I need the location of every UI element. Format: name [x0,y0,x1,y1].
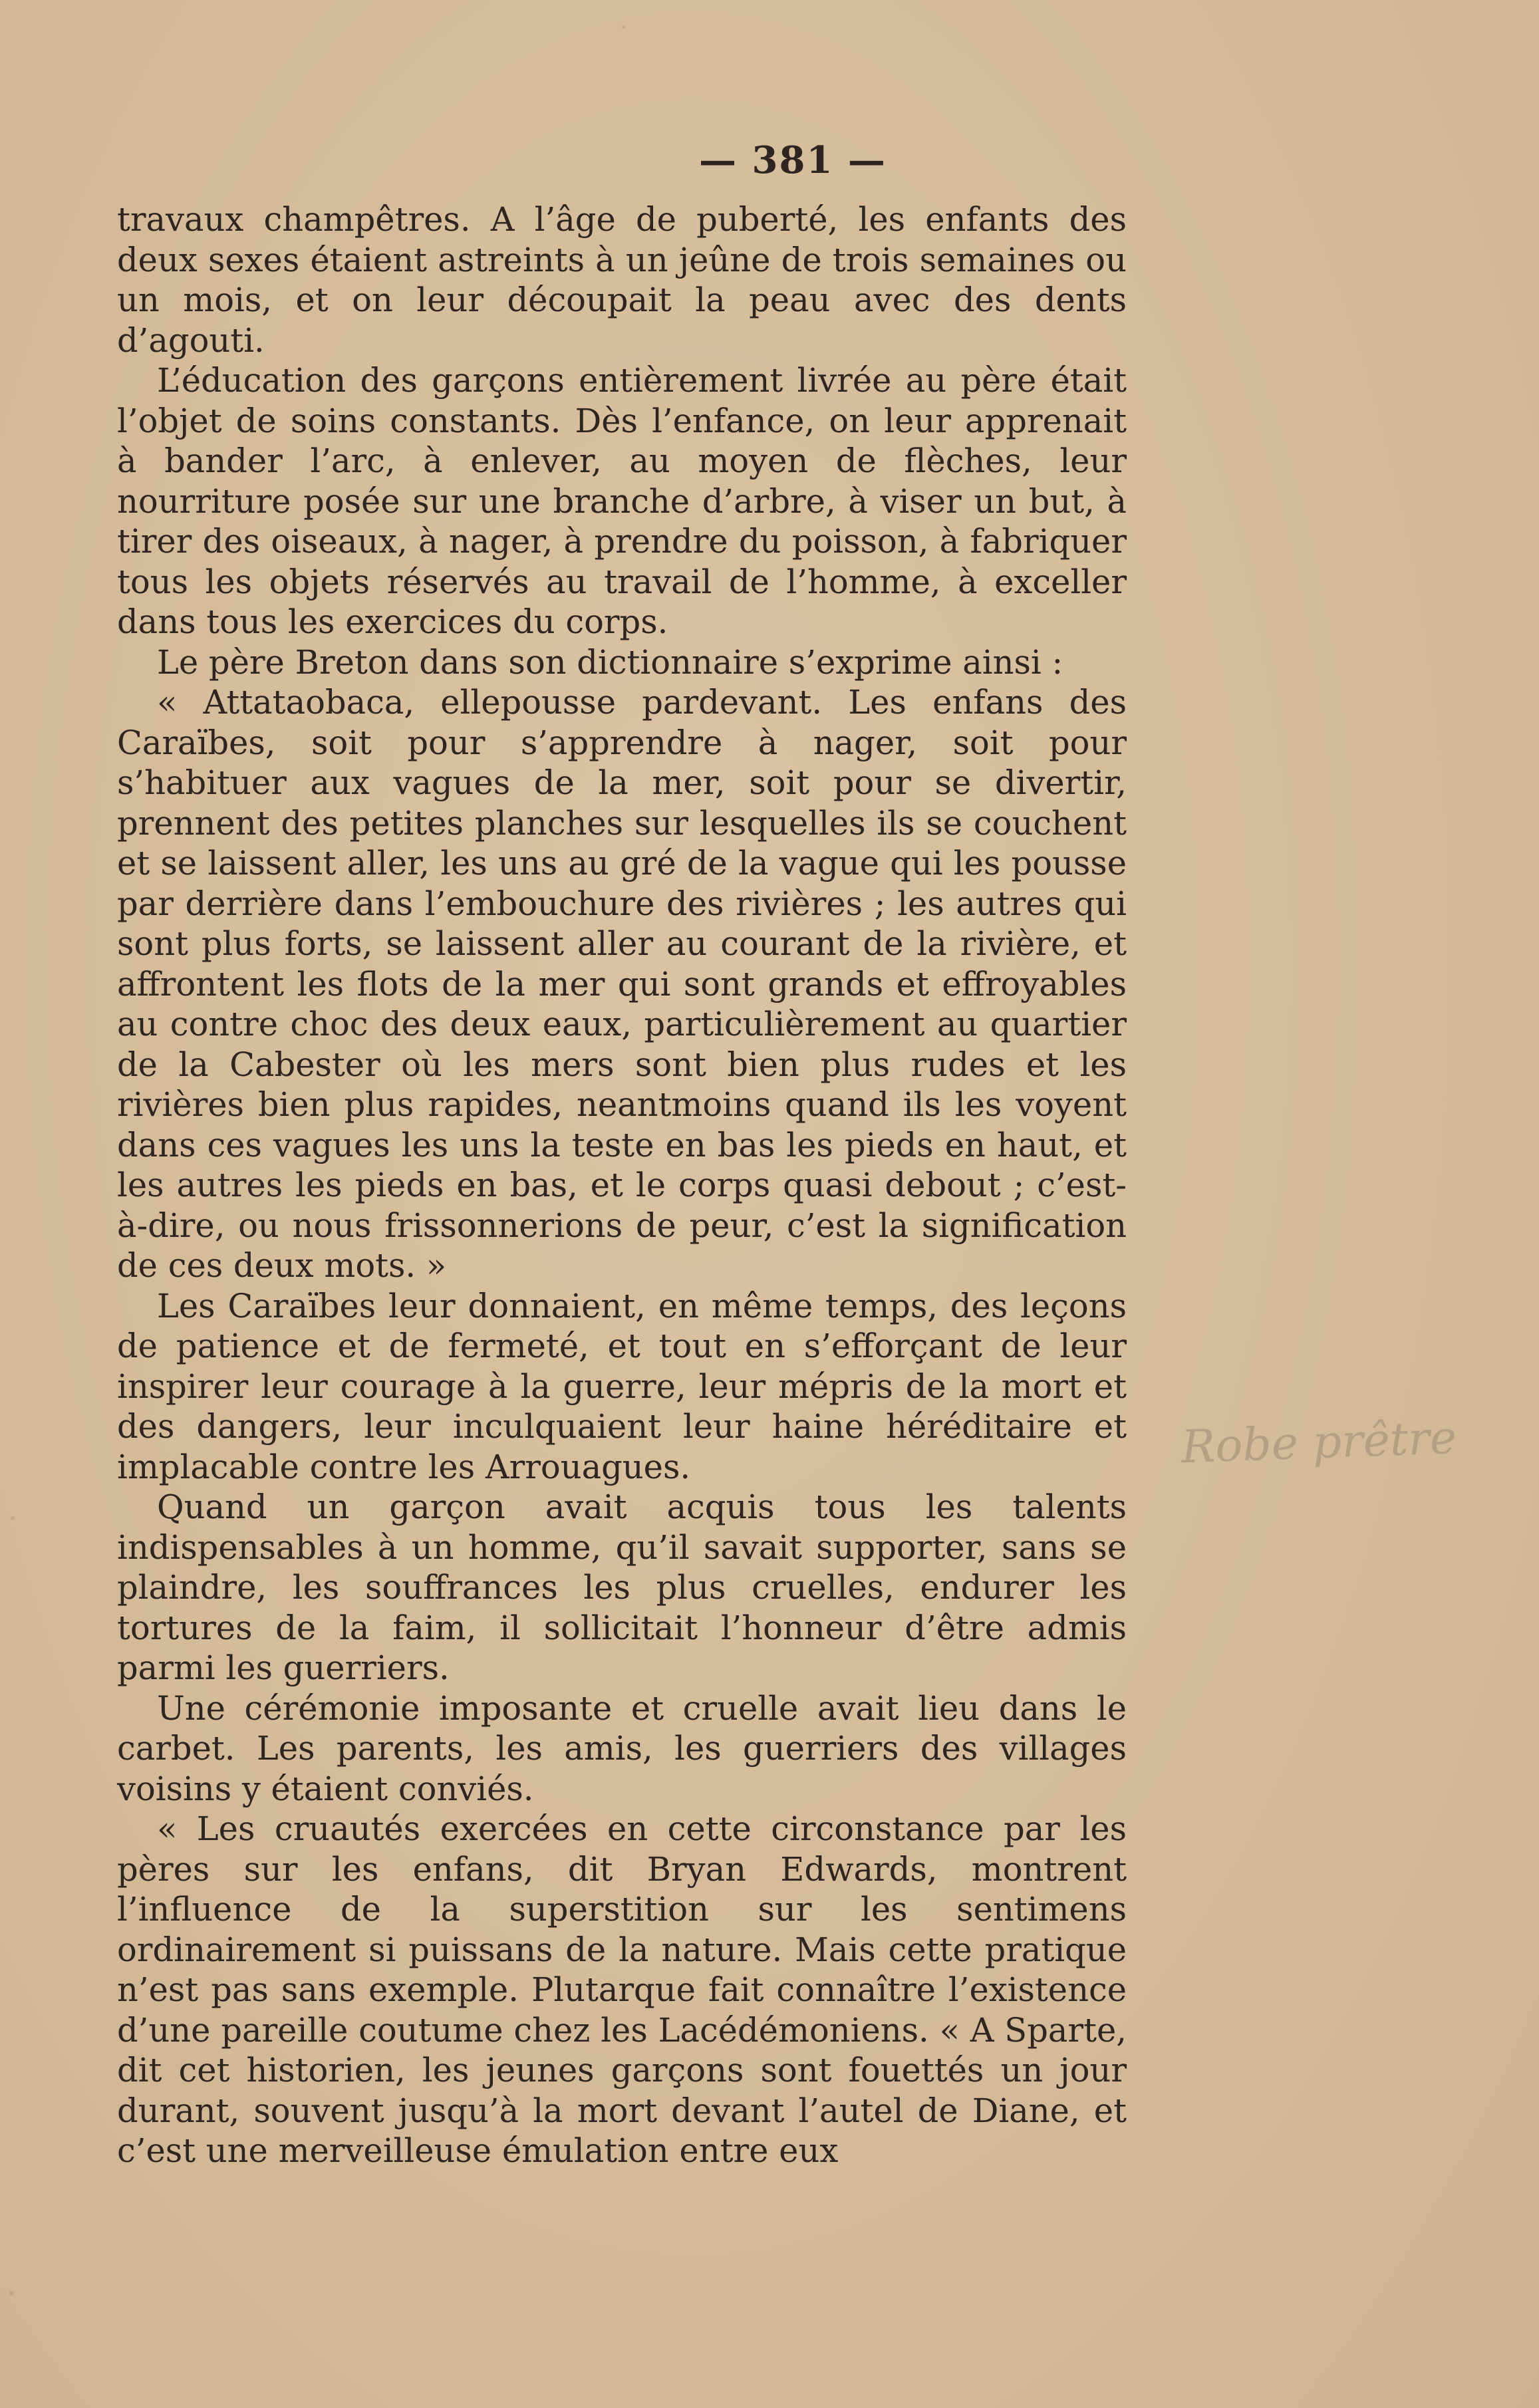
quotation-paragraph: « Les cruautés exercées en cette circonstance par les pères sur les enfans, dit Bryan Edwards, montrent l’influence de la superstition sur les sentimens ordinairement si puissans de la nature. Mais cette pratique n’est pas sans exemple. Plutarque fait connaître l’existence d’une pareille coutume chez les Lacédémoniens. « A Sparte, dit cet historien, les jeunes garçons sont fouettés un jour durant, souvent jusqu’à la mort devant l’autel de Diane, et c’est une merveilleuse émulation entre eux [117,1809,1127,2170]
paper-spot [9,2291,14,2296]
quotation-paragraph: « Attataobaca, ellepousse pardevant. Les enfans des Caraïbes, soit pour s’apprendre à nager, soit pour s’habituer aux vagues de la mer, soit pour se divertir, prennent des petites planches sur lesquelles ils se couchent et se laissent aller, les uns au gré de la vague qui les pousse par derrière dans l’embouchure des rivières ; les autres qui sont plus forts, se laissent aller au courant de la rivière, et affrontent les flots de la mer qui sont grands et effroyables au contre choc des deux eaux, particulièrement au quartier de la Cabester où les mers sont bien plus rudes et les rivières bien plus rapides, neantmoins quand ils les voyent dans ces vagues les uns la teste en bas les pieds en haut, et les autres les pieds en bas, et le corps quasi debout ; c’est-à-dire, ou nous frissonnerions de peur, c’est la signification de ces deux mots. » [117,683,1127,1285]
paragraph: Le père Breton dans son dictionnaire s’exprime ainsi : [157,642,1063,682]
paragraph: Les Caraïbes leur donnaient, en même temps, des leçons de patience et de fermeté, et tout en s’efforçant de leur inspirer leur courage à la guerre, leur mépris de la mort et des dangers, leur inculquaient leur haine héréditaire et implacable contre les Arrouagues. [117,1286,1127,1486]
page-number: — 381 — [699,138,887,182]
body-text [117,200,1127,2171]
handwritten-margin-note: Robe prêtre [1180,1411,1458,1474]
paragraph: Une cérémonie imposante et cruelle avait lieu dans le carbet. Les parents, les amis, les guerriers des villages voisins y étaient conviés. [117,1688,1127,1808]
paragraph: travaux champêtres. A l’âge de puberté, les enfants des deux sexes étaient astreints à un jeûne de trois semaines ou un mois, et on leur découpait la peau avec des dents d’agouti. [117,200,1127,360]
paragraph: Quand un garçon avait acquis tous les talents indispensables à un homme, qu’il savait supporter, sans se plaindre, les souffrances les plus cruelles, endurer les tortures de la faim, il sollicitait l’honneur d’être admis parmi les guerriers. [117,1488,1127,1687]
paper-spot [622,25,625,29]
paragraph: L’éducation des garçons entièrement livrée au père était l’objet de soins constants. Dès l’enfance, on leur apprenait à bander l’arc, à enlever, au moyen de flèches, leur nourriture posée sur une branche d’arbre, à viser un but, à tirer des oiseaux, à nager, à prendre du poisson, à fabriquer tous les objets réservés au travail de l’homme, à exceller dans tous les exercices du corps. [117,361,1127,641]
paper-spot [11,1516,15,1520]
